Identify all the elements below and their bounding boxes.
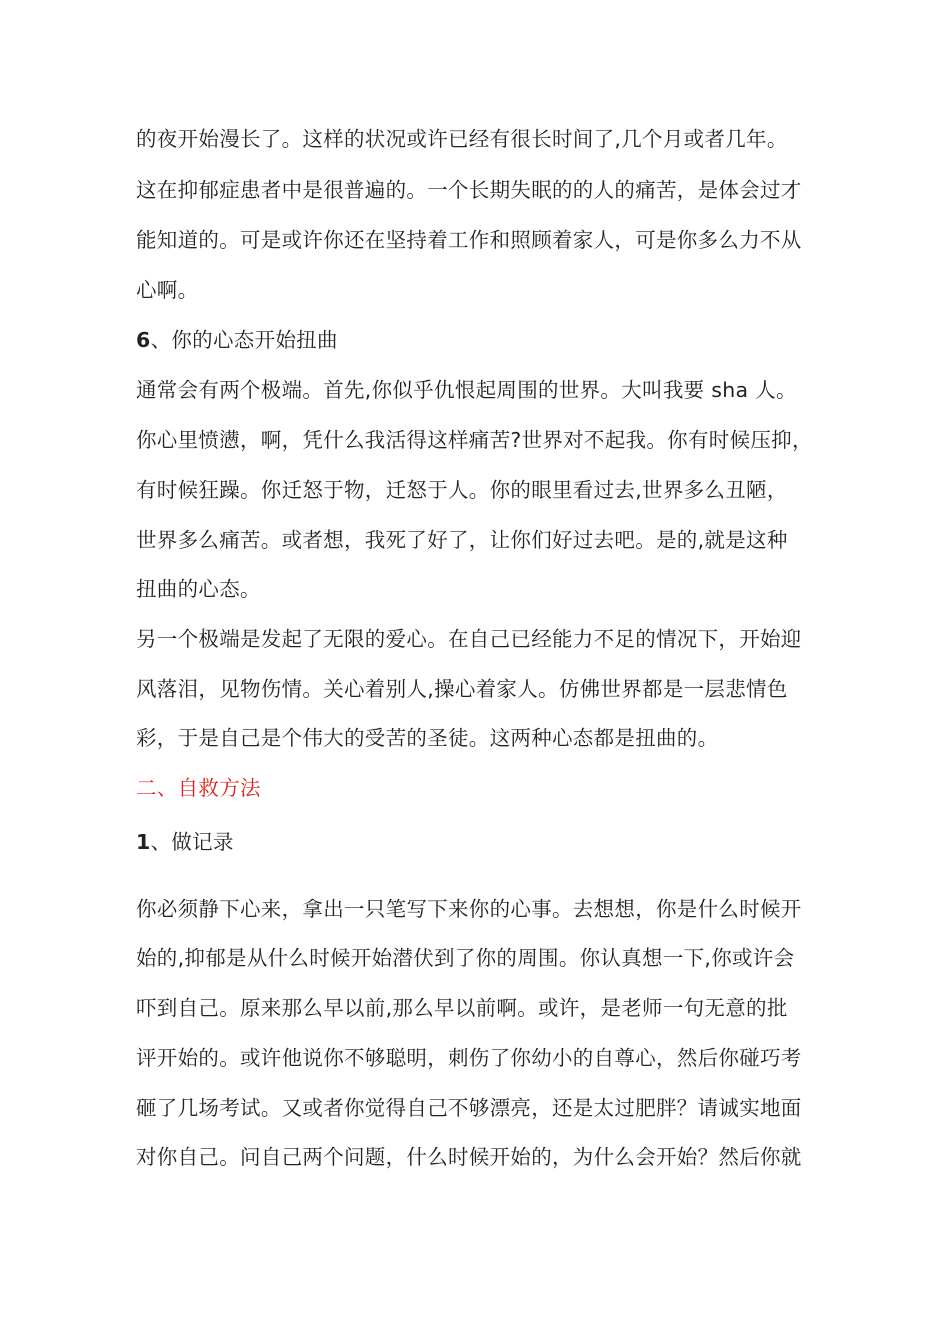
section-1-number: 1 — [136, 830, 151, 854]
paragraph-4-line-5: 砸了几场考试。又或者你觉得自己不够漂亮，还是太过肥胖？请诚实地面 — [136, 1096, 802, 1120]
paragraph-1-line-1: 的夜开始漫长了。这样的状况或许已经有很长时间了,几个月或者几年。 — [136, 127, 788, 151]
paragraph-3-line-1: 另一个极端是发起了无限的爱心。在自己已经能力不足的情况下，开始迎 — [136, 627, 802, 651]
paragraph-4-line-6: 对你自己。问自己两个问题，什么时候开始的，为什么会开始？然后你就 — [136, 1145, 802, 1169]
paragraph-4-line-2: 始的,抑郁是从什么时候开始潜伏到了你的周围。你认真想一下,你或许会 — [136, 946, 795, 970]
section-6-title: 、你的心态开始扭曲 — [150, 328, 338, 352]
paragraph-1-line-3: 能知道的。可是或许你还在坚持着工作和照顾着家人，可是你多么力不从 — [136, 228, 802, 252]
paragraph-4-line-1: 你必须静下心来，拿出一只笔写下来你的心事。去想想，你是什么时候开 — [136, 897, 802, 921]
section-1-title: 、做记录 — [150, 830, 234, 854]
paragraph-2-line-1: 通常会有两个极端。首先,你似乎仇恨起周围的世界。大叫我要 sha 人。 — [136, 378, 797, 402]
section-1-heading — [136, 827, 234, 857]
paragraph-2-line-2: 你心里愤懑，啊，凭什么我活得这样痛苦?世界对不起我。你有时候压抑， — [136, 428, 813, 452]
paragraph-2-line-4: 世界多么痛苦。或者想，我死了好了，让你们好过去吧。是的,就是这种 — [136, 528, 788, 552]
paragraph-1-line-4: 心啊。 — [136, 278, 199, 302]
paragraph-1-line-2: 这在抑郁症患者中是很普遍的。一个长期失眠的的人的痛苦，是体会过才 — [136, 178, 802, 202]
paragraph-3-line-2: 风落泪，见物伤情。关心着别人,操心着家人。仿佛世界都是一层悲情色 — [136, 677, 788, 701]
paragraph-3-line-3: 彩，于是自己是个伟大的受苦的圣徒。这两种心态都是扭曲的。 — [136, 726, 719, 750]
section-6-number: 6 — [136, 328, 151, 352]
paragraph-4-line-4: 评开始的。或许他说你不够聪明，刺伤了你幼小的自尊心，然后你碰巧考 — [136, 1046, 802, 1070]
paragraph-2-line-3: 有时候狂躁。你迁怒于物，迁怒于人。你的眼里看过去,世界多么丑陋， — [136, 478, 788, 502]
section-two-heading: 二、自救方法 — [136, 776, 261, 800]
section-6-heading — [136, 325, 338, 355]
paragraph-4-line-3: 吓到自己。原来那么早以前,那么早以前啊。或许，是老师一句无意的批 — [136, 996, 788, 1020]
paragraph-2-line-5: 扭曲的心态。 — [136, 577, 261, 601]
